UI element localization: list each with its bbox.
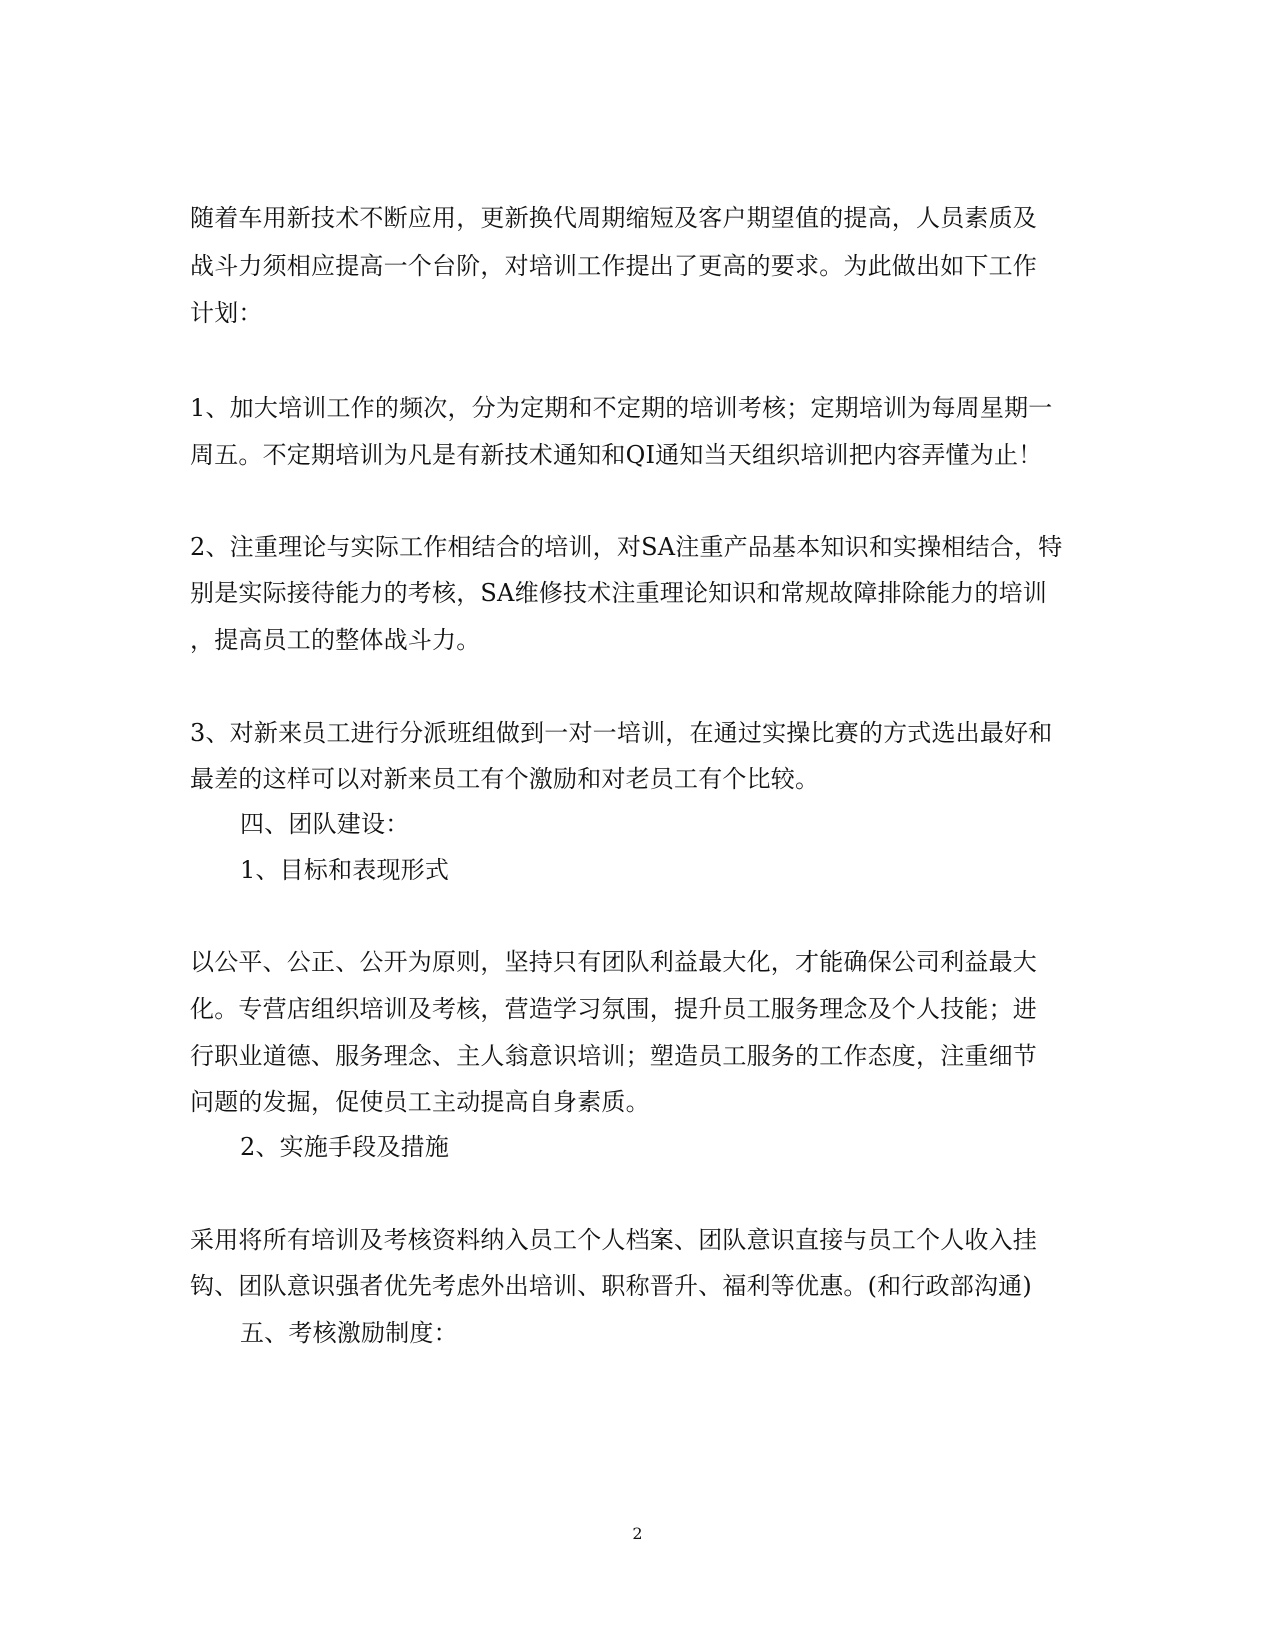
- item-1-line-2: 周五。不定期培训为凡是有新技术通知和QI通知当天组织培训把内容弄懂为止！: [190, 441, 1043, 469]
- intro-line-1: 随着车用新技术不断应用，更新换代周期缩短及客户期望值的提高，人员素质及: [190, 204, 1037, 232]
- item-2-line-3: ，提高员工的整体战斗力。: [190, 626, 481, 654]
- measures-paragraph-line-1: 采用将所有培训及考核资料纳入员工个人档案、团队意识直接与员工个人收入挂: [190, 1226, 1037, 1254]
- subheading-goals: 1、目标和表现形式: [240, 856, 450, 884]
- measures-paragraph-line-2: 钩、团队意识强者优先考虑外出培训、职称晋升、福利等优惠。(和行政部沟通): [190, 1272, 1032, 1300]
- item-2-line-1: 2、注重理论与实际工作相结合的培训，对SA注重产品基本知识和实操相结合，特: [190, 533, 1063, 561]
- item-2-line-2: 别是实际接待能力的考核，SA维修技术注重理论知识和常规故障排除能力的培训: [190, 579, 1047, 607]
- intro-line-3: 计划：: [190, 299, 263, 327]
- section-heading-assessment: 五、考核激励制度：: [240, 1319, 458, 1347]
- item-3-line-2: 最差的这样可以对新来员工有个激励和对老员工有个比较。: [190, 765, 820, 793]
- subheading-measures: 2、实施手段及措施: [240, 1133, 450, 1161]
- team-paragraph-line-2: 化。专营店组织培训及考核，营造学习氛围，提升员工服务理念及个人技能；进: [190, 995, 1037, 1023]
- item-1-line-1: 1、加大培训工作的频次，分为定期和不定期的培训考核；定期培训为每周星期一: [190, 394, 1053, 422]
- page-number: 2: [632, 1524, 643, 1543]
- intro-line-2: 战斗力须相应提高一个台阶，对培训工作提出了更高的要求。为此做出如下工作: [190, 252, 1037, 280]
- section-heading-team-building: 四、团队建设：: [240, 810, 410, 838]
- team-paragraph-line-3: 行职业道德、服务理念、主人翁意识培训；塑造员工服务的工作态度，注重细节: [190, 1042, 1037, 1070]
- team-paragraph-line-1: 以公平、公正、公开为原则，坚持只有团队利益最大化，才能确保公司利益最大: [190, 948, 1037, 976]
- team-paragraph-line-4: 问题的发掘，促使员工主动提高自身素质。: [190, 1088, 650, 1116]
- item-3-line-1: 3、对新来员工进行分派班组做到一对一培训，在通过实操比赛的方式选出最好和: [190, 719, 1053, 747]
